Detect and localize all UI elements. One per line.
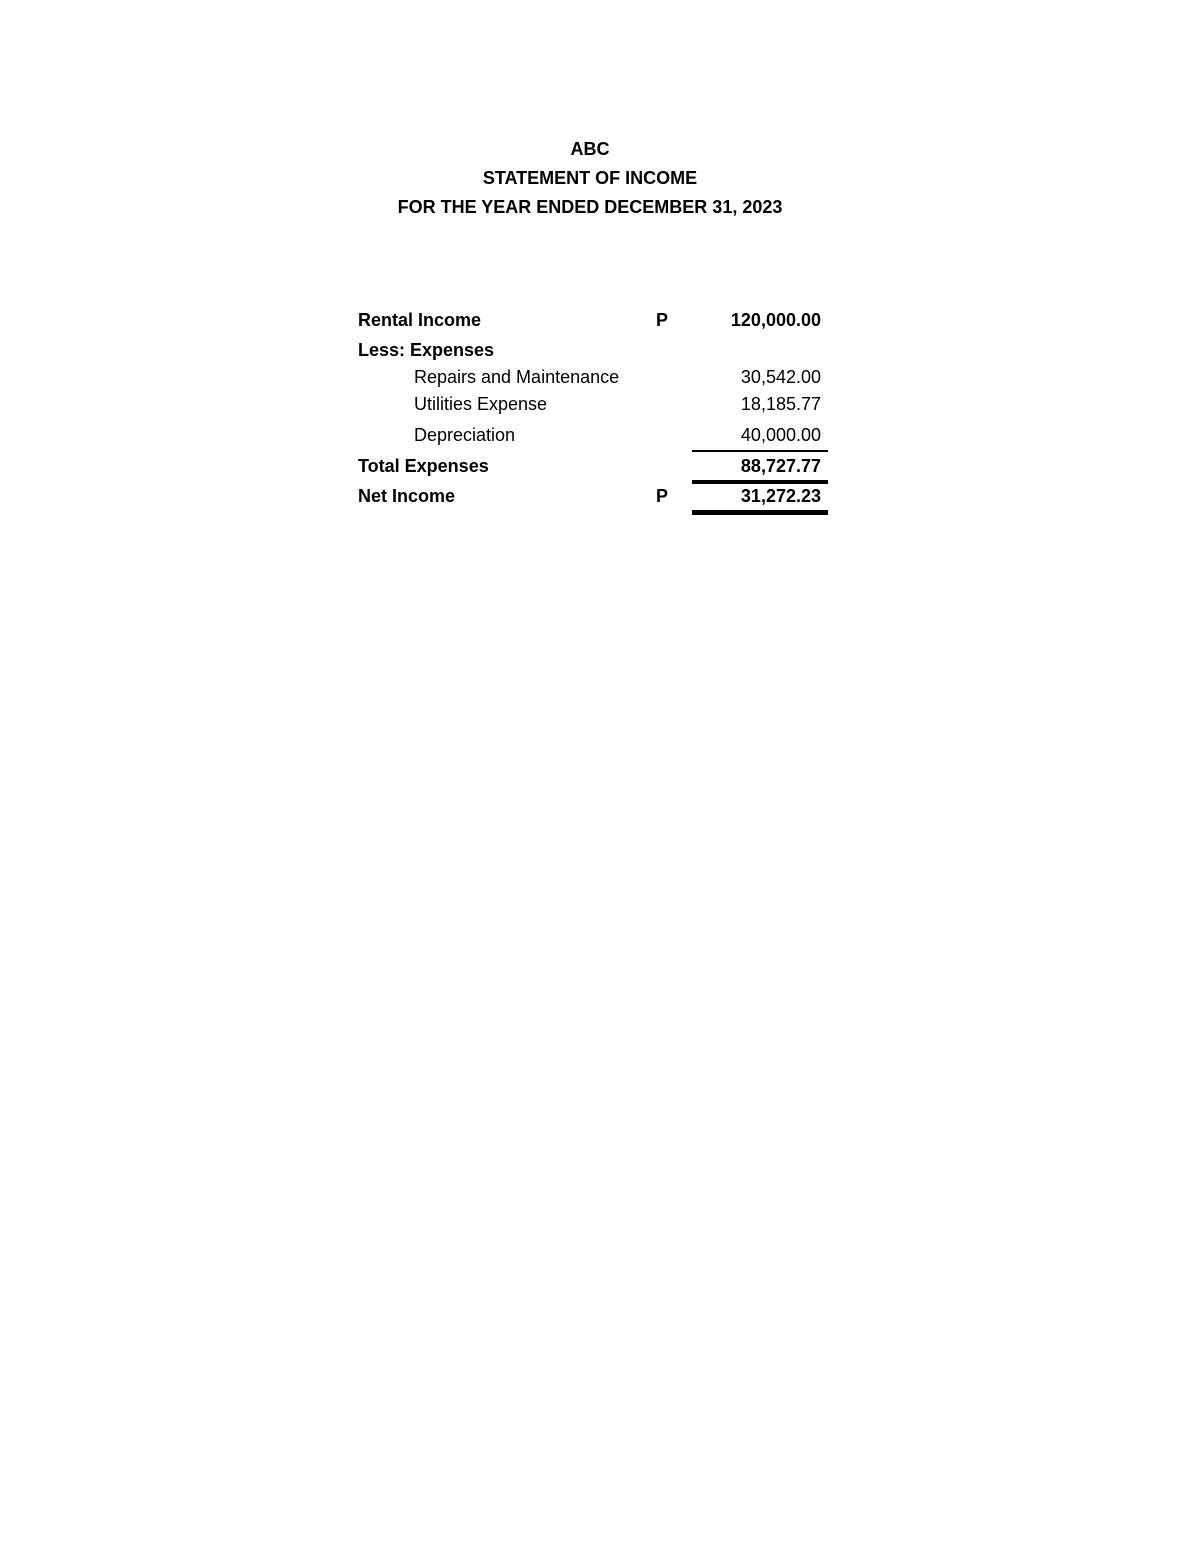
total-expenses-amount: 88,727.77 [740, 456, 821, 476]
expense-label-utilities: Utilities Expense [414, 394, 548, 414]
less-expenses-label: Less: Expenses [358, 340, 495, 360]
rental-income-amount: 120,000.00 [730, 310, 821, 330]
expense-amount-depreciation: 40,000.00 [740, 425, 821, 445]
expense-label-depreciation: Depreciation [414, 425, 516, 445]
subtotal-rule [692, 450, 828, 452]
rental-income-currency: P [656, 310, 669, 330]
total-rule [692, 480, 828, 484]
statement-period: FOR THE YEAR ENDED DECEMBER 31, 2023 [397, 197, 783, 217]
expense-label-repairs: Repairs and Maintenance [414, 367, 620, 387]
expense-amount-repairs: 30,542.00 [740, 367, 821, 387]
total-expenses-label: Total Expenses [358, 456, 489, 476]
net-income-label: Net Income [358, 486, 456, 506]
company-name: ABC [570, 139, 610, 159]
statement-title: STATEMENT OF INCOME [482, 168, 698, 188]
expense-amount-utilities: 18,185.77 [740, 394, 821, 414]
net-income-underline [692, 510, 828, 515]
net-income-currency: P [656, 486, 669, 506]
net-income-amount: 31,272.23 [740, 486, 821, 506]
rental-income-label: Rental Income [358, 310, 482, 330]
